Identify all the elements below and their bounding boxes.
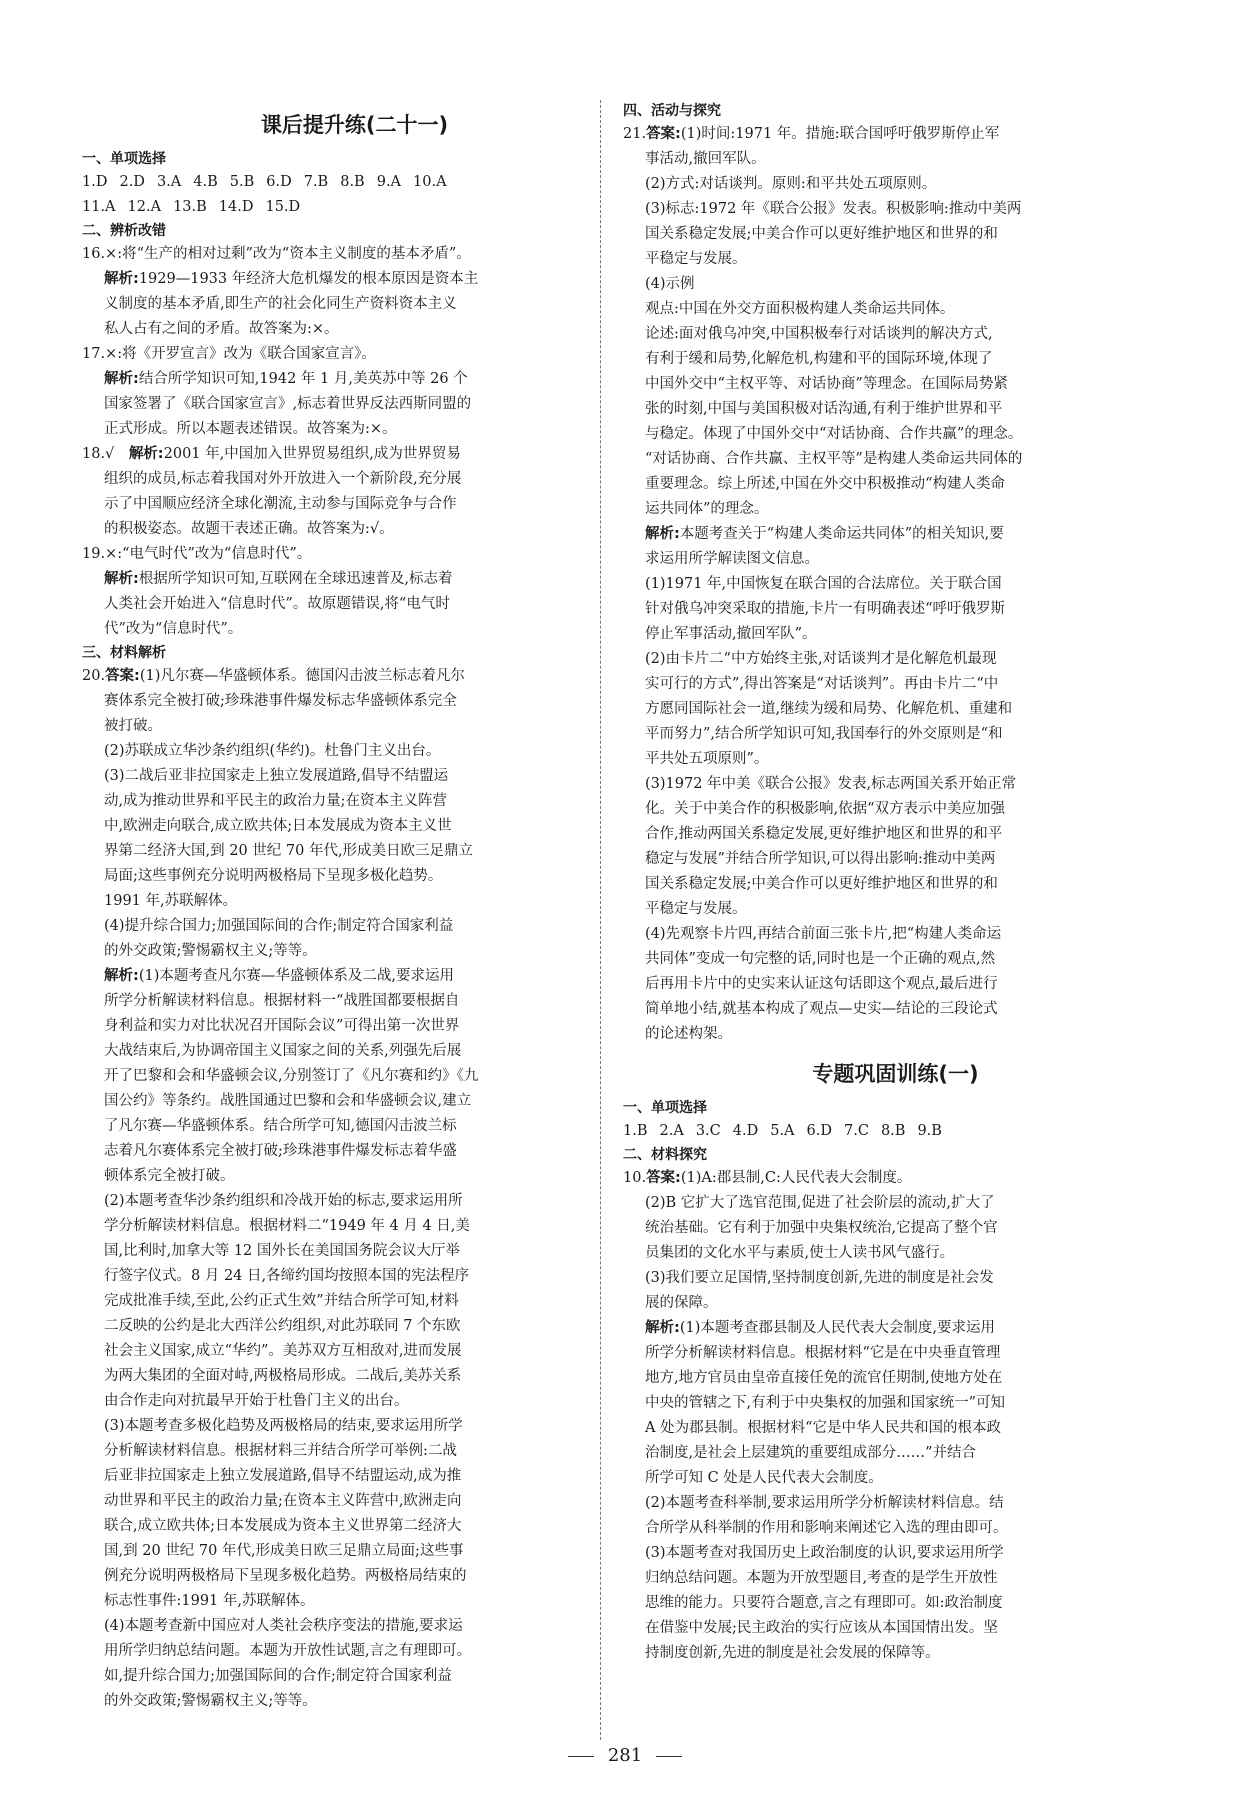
text-line: 动,成为推动世界和平民主的政治力量;在资本主义阵营 <box>104 793 447 809</box>
answer-item: 9.A <box>376 174 402 190</box>
text-line: 18.√ 解析:2001 年,中国加入世界贸易组织,成为世界贸易 <box>82 446 461 462</box>
text-line: 私人占有之间的矛盾。故答案为:×。 <box>104 321 339 337</box>
answers-row-3 <box>623 1119 1168 1144</box>
text-line: 局面;这些事例充分说明两极格局下呈现多极化趋势。 <box>104 868 443 884</box>
text-line: 重要理念。综上所述,中国在外交中积极推动“构建人类命 <box>645 476 1006 492</box>
text-line: (2)苏联成立华沙条约组织(华约)。杜鲁门主义出台。 <box>104 743 441 759</box>
answer-item: 4.B <box>193 174 218 190</box>
text-line: (2)方式:对话谈判。原则:和平共处五项原则。 <box>645 176 937 192</box>
answer-item: 2.D <box>119 174 145 190</box>
text-line: 事活动,撤回军队。 <box>645 151 766 167</box>
text-line: 张的时刻,中国与美国积极对话沟通,有利于维护世界和平 <box>645 401 1003 417</box>
answer-item: 13.B <box>173 199 207 215</box>
text-line: “对话协商、合作共赢、主权平等”是构建人类命运共同体的 <box>645 451 1023 467</box>
text-line: 身利益和实力对比状况召开国际会议”可得出第一次世界 <box>104 1018 460 1034</box>
text-line: 分析解读材料信息。根据材料三并结合所学可举例:二战 <box>104 1443 457 1459</box>
text-line: 社会主义国家,成立“华约”。美苏双方互相敌对,进而发展 <box>104 1343 462 1359</box>
text-line: 方愿同国际社会一道,继续为缓和局势、化解危机、重建和 <box>645 701 1013 717</box>
text-line: 有利于缓和局势,化解危机,构建和平的国际环境,体现了 <box>645 351 993 367</box>
text-line: 用所学归纳总结问题。本题为开放性试题,言之有理即可。 <box>104 1643 472 1659</box>
text-line: 国公约》等条约。战胜国通过巴黎和会和华盛顿会议,建立 <box>104 1093 472 1109</box>
text-line: 国,到 20 世纪 70 年代,形成美日欧三足鼎立局面;这些事 <box>104 1543 464 1559</box>
answer-label: 解析: <box>645 526 680 542</box>
text-line: 解析:(1)本题考查凡尔赛—华盛顿体系及二战,要求运用 <box>104 968 454 984</box>
text-line: (4)提升综合国力;加强国际间的合作;制定符合国家利益 <box>104 918 454 934</box>
text-line: 完成批准手续,至此,公约正式生效”并结合所学可知,材料 <box>104 1293 459 1309</box>
text-line: (4)先观察卡片四,再结合前面三张卡片,把“构建人类命运 <box>645 926 1002 942</box>
text-line: 行签字仪式。8 月 24 日,各缔约国均按照本国的宪法程序 <box>104 1268 470 1284</box>
text-line: 求运用所学解读图文信息。 <box>645 551 819 567</box>
text-line: 16.×:将“生产的相对过剩”改为“资本主义制度的基本矛盾”。 <box>82 246 471 262</box>
text-line: 正式形成。所以本题表述错误。故答案为:×。 <box>104 421 397 437</box>
text-line: 的积极姿态。故题干表述正确。故答案为:√。 <box>104 521 394 537</box>
text-line: 由合作走向对抗最早开始于杜鲁门主义的出台。 <box>104 1393 409 1409</box>
text-line: 观点:中国在外交方面积极构建人类命运共同体。 <box>645 301 955 317</box>
question-19 <box>82 542 627 642</box>
text-line: 标志性事件:1991 年,苏联解体。 <box>104 1593 315 1609</box>
text-line: 实可行的方式”,得出答案是“对话谈判”。再由卡片二“中 <box>645 676 999 692</box>
text-line: 21.答案:(1)时间:1971 年。措施:联合国呼吁俄罗斯停止军 <box>623 126 1000 142</box>
answer-item: 12.A <box>127 199 162 215</box>
answer-item: 3.A <box>156 174 182 190</box>
text-line: (3)1972 年中美《联合公报》发表,标志两国关系开始正常 <box>645 776 1017 792</box>
answer-label: 解析: <box>104 371 139 387</box>
text-line: 平稳定与发展。 <box>645 901 747 917</box>
text-line: 简单地小结,就基本构成了观点—史实—结论的三段论式 <box>645 1001 998 1017</box>
answer-label: 解析: <box>104 271 139 287</box>
heading-single-choice: 一、单项选择 <box>82 151 166 167</box>
text-line: 中央的管辖之下,有利于中央集权的加强和国家统一”可知 <box>645 1395 1006 1411</box>
section-title-topic-1: 专题巩固训练(一) <box>812 1062 979 1086</box>
answer-label: 解析: <box>128 446 164 462</box>
text-line: (3)本题考查多极化趋势及两极格局的结束,要求运用所学 <box>104 1418 463 1434</box>
answer-item: 15.D <box>265 199 301 215</box>
text-line: 稳定与发展”并结合所学知识,可以得出影响:推动中美两 <box>645 851 996 867</box>
text-line: 合所学从科举制的作用和影响来阐述它入选的理由即可。 <box>645 1520 1008 1536</box>
answer-item: 11.A <box>82 199 116 215</box>
page-number-footer <box>0 1743 1250 1769</box>
answers-row-2 <box>82 195 627 220</box>
text-line: 思维的能力。只要符合题意,言之有理即可。如:政治制度 <box>645 1595 1003 1611</box>
text-line: 1991 年,苏联解体。 <box>104 893 238 909</box>
text-line: 组织的成员,标志着我国对外开放进入一个新阶段,充分展 <box>104 471 462 487</box>
text-line: 国关系稳定发展;中美合作可以更好维护地区和世界的和 <box>645 876 998 892</box>
question-18 <box>82 442 627 542</box>
heading-material-analysis: 三、材料解析 <box>82 645 166 661</box>
text-line: 的外交政策;警惕霸权主义;等等。 <box>104 943 317 959</box>
answer-label: 解析: <box>645 1320 680 1336</box>
text-line: (2)B 它扩大了选官范围,促进了社会阶层的流动,扩大了 <box>645 1195 995 1211</box>
answer-item: 3.C <box>695 1123 721 1139</box>
text-line: 解析:本题考查关于“构建人类命运共同体”的相关知识,要 <box>645 526 1004 542</box>
text-line: 了凡尔赛—华盛顿体系。结合所学可知,德国闪击波兰标 <box>104 1118 457 1134</box>
text-line: 停止军事活动,撤回军队”。 <box>645 626 817 642</box>
text-line: 的外交政策;警惕霸权主义;等等。 <box>104 1693 317 1709</box>
text-line: 国,比利时,加拿大等 12 国外长在美国国务院会议大厅举 <box>104 1243 460 1259</box>
text-line: 治制度,是社会上层建筑的重要组成部分……”并结合 <box>645 1445 977 1461</box>
answer-item: 7.B <box>303 174 329 190</box>
text-line: 中国外交中“主权平等、对话协商”等理念。在国际局势紧 <box>645 376 1008 392</box>
text-line: (3)标志:1972 年《联合公报》发表。积极影响:推动中美两 <box>645 201 1022 217</box>
text-line: 平而努力”,结合所学知识可知,我国奉行的外交原则是“和 <box>645 726 1003 742</box>
text-line: 共同体”变成一句完整的话,同时也是一个正确的观点,然 <box>645 951 996 967</box>
text-line: A 处为郡县制。根据材料“它是中华人民共和国的根本政 <box>645 1420 1001 1436</box>
answer-item: 5.B <box>229 174 255 190</box>
text-line: 国家签署了《联合国家宣言》,标志着世界反法西斯同盟的 <box>104 396 472 412</box>
text-line: 例充分说明两极格局下呈现多极化趋势。两极格局结束的 <box>104 1568 467 1584</box>
answer-item: 2.A <box>659 1123 684 1139</box>
text-line: 解析:结合所学知识可知,1942 年 1 月,美英苏中等 26 个 <box>104 371 468 387</box>
answer-label: 答案: <box>105 668 140 684</box>
answer-item: 6.D <box>806 1123 832 1139</box>
text-line: 平稳定与发展。 <box>645 251 747 267</box>
text-line: 代”改为“信息时代”。 <box>104 621 243 637</box>
answer-item: 4.D <box>732 1123 759 1139</box>
footer-dash-right <box>656 1756 682 1757</box>
text-line: (2)本题考查华沙条约组织和冷战开始的标志,要求运用所 <box>104 1193 463 1209</box>
text-line: (4)本题考查新中国应对人类社会秩序变法的措施,要求运 <box>104 1618 463 1634</box>
text-line: 地方,地方官员由皇帝直接任免的流官任期制,使地方处在 <box>645 1370 1003 1386</box>
text-line: 界第二经济大国,到 20 世纪 70 年代,形成美日欧三足鼎立 <box>104 843 474 859</box>
text-line: (2)本题考查科举制,要求运用所学分析解读材料信息。结 <box>645 1495 1004 1511</box>
answer-label: 解析: <box>104 968 139 984</box>
answer-item: 1.B <box>623 1123 648 1139</box>
question-10 <box>623 1166 1168 1666</box>
text-line: 二反映的公约是北大西洋公约组织,对此苏联同 7 个东欧 <box>104 1318 461 1334</box>
text-line: (1)1971 年,中国恢复在联合国的合法席位。关于联合国 <box>645 576 1002 592</box>
text-line: (3)本题考查对我国历史上政治制度的认识,要求运用所学 <box>645 1545 1004 1561</box>
question-16 <box>82 242 627 342</box>
text-line: 顿体系完全被打破。 <box>104 1168 235 1184</box>
answer-item: 1.D <box>82 174 108 190</box>
text-line: 大战结束后,为协调帝国主义国家之间的关系,列强先后展 <box>104 1043 462 1059</box>
text-line: 与稳定。体现了中国外交中“对话协商、合作共赢”的理念。 <box>645 426 1023 442</box>
text-line: 为两大集团的全面对峙,两极格局形成。二战后,美苏关系 <box>104 1368 462 1384</box>
heading-material-explore: 二、材料探究 <box>623 1147 707 1163</box>
left-column <box>82 100 627 1714</box>
question-20 <box>82 664 627 1714</box>
text-line: 后亚非拉国家走上独立发展道路,倡导不结盟运动,成为推 <box>104 1468 462 1484</box>
text-line: 示了中国顺应经济全球化潮流,主动参与国际竞争与合作 <box>104 496 457 512</box>
text-line: 被打破。 <box>104 718 162 734</box>
answer-label: 答案: <box>646 126 681 142</box>
text-line: 赛体系完全被打破;珍珠港事件爆发标志华盛顿体系完全 <box>104 693 457 709</box>
text-line: (3)二战后亚非拉国家走上独立发展道路,倡导不结盟运 <box>104 768 449 784</box>
text-line: 所学可知 C 处是人民代表大会制度。 <box>645 1470 883 1486</box>
answer-item: 9.B <box>917 1123 942 1139</box>
answer-item: 10.A <box>413 174 447 190</box>
text-line: 解析:(1)本题考查郡县制及人民代表大会制度,要求运用 <box>645 1320 995 1336</box>
text-line: 后再用卡片中的史实来认证这句话即这个观点,最后进行 <box>645 976 998 992</box>
text-line: 解析:1929—1933 年经济大危机爆发的根本原因是资本主 <box>104 271 479 287</box>
text-line: 在借鉴中发展;民主政治的实行应该从本国国情出发。坚 <box>645 1620 998 1636</box>
text-line: (4)示例 <box>645 276 695 292</box>
text-line: 的论述构架。 <box>645 1026 732 1042</box>
page-number: 281 <box>607 1745 643 1766</box>
text-line: 平共处五项原则”。 <box>645 751 769 767</box>
text-line: 化。关于中美合作的积极影响,依据“双方表示中美应加强 <box>645 801 1006 817</box>
section-title-lesson-21: 课后提升练(二十一) <box>260 113 449 137</box>
text-line: 学分析解读材料信息。根据材料二“1949 年 4 月 4 日,美 <box>104 1218 470 1234</box>
text-line: 联合,成立欧共体;日本发展成为资本主义世界第二经济大 <box>104 1518 462 1534</box>
text-line: 10.答案:(1)A:郡县制,C:人民代表大会制度。 <box>623 1170 912 1186</box>
text-line: 如,提升综合国力;加强国际间的合作;制定符合国家利益 <box>104 1668 452 1684</box>
text-line: 员集团的文化水平与素质,使士人读书风气盛行。 <box>645 1245 955 1261</box>
text-line: 运共同体”的理念。 <box>645 501 769 517</box>
text-line: 展的保障。 <box>645 1295 718 1311</box>
answer-item: 6.D <box>266 174 292 190</box>
question-17 <box>82 342 627 442</box>
text-line: 义制度的基本矛盾,即生产的社会化同生产资料资本主义 <box>104 296 457 312</box>
text-line: 针对俄乌冲突采取的措施,卡片一有明确表述“呼吁俄罗斯 <box>645 601 1006 617</box>
text-line: 动世界和平民主的政治力量;在资本主义阵营中,欧洲走向 <box>104 1493 462 1509</box>
text-line: 所学分析解读材料信息。根据材料“它是在中央垂直管理 <box>645 1345 1001 1361</box>
answer-item: 5.A <box>770 1123 795 1139</box>
text-line: 中,欧洲走向联合,成立欧共体;日本发展成为资本主义世 <box>104 818 452 834</box>
text-line: 解析:根据所学知识可知,互联网在全球迅速普及,标志着 <box>104 571 453 587</box>
answer-label: 解析: <box>104 571 139 587</box>
text-line: 持制度创新,先进的制度是社会发展的保障等。 <box>645 1645 940 1661</box>
text-line: 19.×:“电气时代”改为“信息时代”。 <box>82 546 312 562</box>
answer-item: 8.B <box>340 174 365 190</box>
answer-item: 7.C <box>844 1123 869 1139</box>
right-column <box>623 100 1168 1666</box>
text-line: 20.答案:(1)凡尔赛—华盛顿体系。德国闪击波兰标志着凡尔 <box>82 668 465 684</box>
text-line: 志着凡尔赛体系完全被打破;珍珠港事件爆发标志着华盛 <box>104 1143 457 1159</box>
question-21 <box>623 122 1168 1047</box>
answer-item: 14.D <box>218 199 254 215</box>
footer-dash-left <box>568 1756 594 1757</box>
heading-activity-explore: 四、活动与探究 <box>623 103 721 119</box>
answer-label: 答案: <box>646 1170 681 1186</box>
text-line: 17.×:将《开罗宣言》改为《联合国家宣言》。 <box>82 346 376 362</box>
answer-item: 8.B <box>880 1123 906 1139</box>
text-line: 国关系稳定发展;中美合作可以更好维护地区和世界的和 <box>645 226 998 242</box>
text-line: 开了巴黎和会和华盛顿会议,分别签订了《凡尔赛和约》《九 <box>104 1068 479 1084</box>
text-line: (2)由卡片二“中方始终主张,对话谈判才是化解危机最现 <box>645 651 997 667</box>
answers-row-1 <box>82 170 627 195</box>
text-line: 合作,推动两国关系稳定发展,更好维护地区和世界的和平 <box>645 826 1003 842</box>
text-line: (3)我们要立足国情,坚持制度创新,先进的制度是社会发 <box>645 1270 994 1286</box>
text-line: 论述:面对俄乌冲突,中国积极奉行对话谈判的解决方式, <box>645 326 993 342</box>
text-line: 归纳总结问题。本题为开放型题目,考查的是学生开放性 <box>645 1570 998 1586</box>
text-line: 所学分析解读材料信息。根据材料一“战胜国都要根据自 <box>104 993 460 1009</box>
heading-correction: 二、辨析改错 <box>82 223 166 239</box>
heading-single-choice-2: 一、单项选择 <box>623 1100 707 1116</box>
text-line: 人类社会开始进入“信息时代”。故原题错误,将“电气时 <box>104 596 450 612</box>
text-line: 统治基础。它有利于加强中央集权统治,它提高了整个官 <box>645 1220 998 1236</box>
